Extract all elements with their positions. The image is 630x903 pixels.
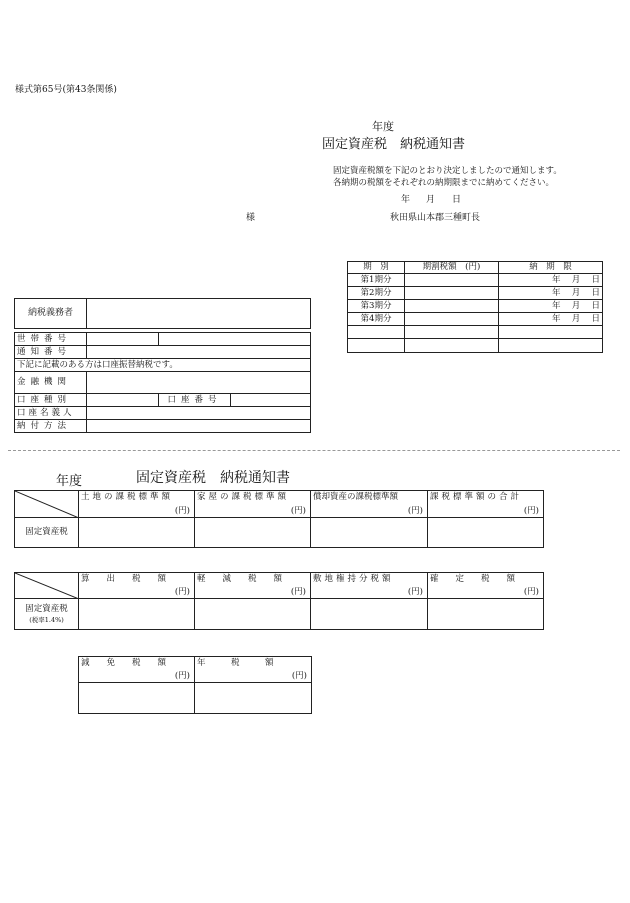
notice-no-field bbox=[87, 346, 311, 359]
installment-period: 第4期分 bbox=[348, 313, 405, 326]
exemption-header: 減 免 税 額 (円) bbox=[79, 657, 195, 683]
installment-header-due: 納 期 限 bbox=[499, 262, 603, 274]
date-day: 日 bbox=[452, 195, 462, 205]
taxpayer-box bbox=[14, 298, 311, 329]
household-no-extra bbox=[159, 333, 311, 346]
notice-year-label: 年度 bbox=[372, 120, 394, 133]
account-table bbox=[14, 332, 311, 433]
table1-corner bbox=[15, 491, 79, 518]
installment-amount bbox=[405, 287, 499, 300]
notice-line-2: 各納期の税額をそれぞれの納期限までに納めてください。 bbox=[333, 178, 555, 188]
notice-title: 固定資産税 納税通知書 bbox=[322, 137, 466, 152]
installment-amount bbox=[405, 300, 499, 313]
table1-row-label: 固定資産税 bbox=[15, 518, 79, 548]
annual-tax-header: 年 税 額 (円) bbox=[195, 657, 312, 683]
form-id: 様式第65号(第43条関係) bbox=[15, 85, 117, 95]
installment-due: 年 月 日 bbox=[499, 313, 603, 326]
installment-period: 第2期分 bbox=[348, 287, 405, 300]
lower-year-label: 年度 bbox=[56, 474, 83, 489]
table2-row-label bbox=[15, 599, 79, 630]
total-base-value bbox=[428, 518, 544, 548]
household-no-field bbox=[87, 333, 159, 346]
exemption-table bbox=[78, 656, 312, 714]
notice-line-1: 固定資産税額を下記のとおり決定しましたので通知します。 bbox=[333, 166, 562, 176]
installment-row bbox=[348, 313, 603, 326]
installment-period: 第1期分 bbox=[348, 274, 405, 287]
reduced-tax-value bbox=[195, 599, 311, 630]
recipient-sama: 様 bbox=[246, 213, 256, 223]
house-base-value bbox=[195, 518, 311, 548]
installment-header-period: 期 別 bbox=[348, 262, 405, 274]
installment-due: 年 月 日 bbox=[499, 274, 603, 287]
exemption-value bbox=[79, 683, 195, 714]
diagonal-line bbox=[15, 573, 79, 599]
taxpayer-field bbox=[87, 299, 311, 329]
installment-amount bbox=[405, 313, 499, 326]
account-type-field bbox=[87, 394, 159, 407]
diagonal-line bbox=[15, 491, 79, 518]
issuer: 秋田県山本郡三種町長 bbox=[390, 213, 481, 223]
payment-method-field bbox=[87, 420, 311, 433]
table2-row-title: 固定資産税 bbox=[25, 604, 68, 614]
installment-due: 年 月 日 bbox=[499, 287, 603, 300]
account-no-label: 口座番号 bbox=[159, 394, 231, 407]
installment-row bbox=[348, 274, 603, 287]
bank-field bbox=[87, 372, 311, 394]
tax-base-table bbox=[14, 490, 544, 548]
installment-row-blank bbox=[348, 339, 603, 353]
household-no-label: 世帯番号 bbox=[15, 333, 87, 346]
payment-method-label: 納付方法 bbox=[15, 420, 87, 433]
transfer-note: 下記に記載のある方は口座振替納税です。 bbox=[15, 359, 311, 372]
house-base-header: 家屋の課税標準額 (円) bbox=[195, 491, 311, 518]
account-no-field bbox=[231, 394, 311, 407]
tax-rate-note: (税率1.4%) bbox=[29, 615, 64, 624]
account-type-label: 口座種別 bbox=[15, 394, 87, 407]
land-base-header: 土地の課税標準額 (円) bbox=[79, 491, 195, 518]
account-holder-field bbox=[87, 407, 311, 420]
bank-label: 金融機関 bbox=[15, 372, 87, 394]
site-share-tax-value bbox=[311, 599, 428, 630]
depreciable-base-value bbox=[311, 518, 428, 548]
annual-tax-value bbox=[195, 683, 312, 714]
cut-line bbox=[8, 450, 620, 451]
lower-title: 固定資産税 納税通知書 bbox=[136, 470, 290, 486]
reduced-tax-header: 軽 減 税 額 (円) bbox=[195, 573, 311, 599]
land-base-value bbox=[79, 518, 195, 548]
table2-corner bbox=[15, 573, 79, 599]
total-base-header: 課税標準額の合計 (円) bbox=[428, 491, 544, 518]
depreciable-base-header: 償却資産の課税標準額 (円) bbox=[311, 491, 428, 518]
taxpayer-label: 納税義務者 bbox=[15, 299, 87, 329]
installment-due: 年 月 日 bbox=[499, 300, 603, 313]
notice-no-label: 通知番号 bbox=[15, 346, 87, 359]
date-month: 月 bbox=[426, 195, 436, 205]
installment-row-blank bbox=[348, 326, 603, 339]
site-share-tax-header: 敷地権持分税額 (円) bbox=[311, 573, 428, 599]
final-tax-header: 確 定 税 額 (円) bbox=[428, 573, 544, 599]
final-tax-value bbox=[428, 599, 544, 630]
computed-tax-value bbox=[79, 599, 195, 630]
installment-period: 第3期分 bbox=[348, 300, 405, 313]
installment-table bbox=[347, 261, 603, 353]
installment-row bbox=[348, 300, 603, 313]
installment-row bbox=[348, 287, 603, 300]
installment-header-amount: 期割税額 (円) bbox=[405, 262, 499, 274]
tax-amount-table bbox=[14, 572, 544, 630]
date-year: 年 bbox=[401, 195, 411, 205]
account-holder-label: 口座名義人 bbox=[15, 407, 87, 420]
computed-tax-header: 算 出 税 額 (円) bbox=[79, 573, 195, 599]
installment-amount bbox=[405, 274, 499, 287]
